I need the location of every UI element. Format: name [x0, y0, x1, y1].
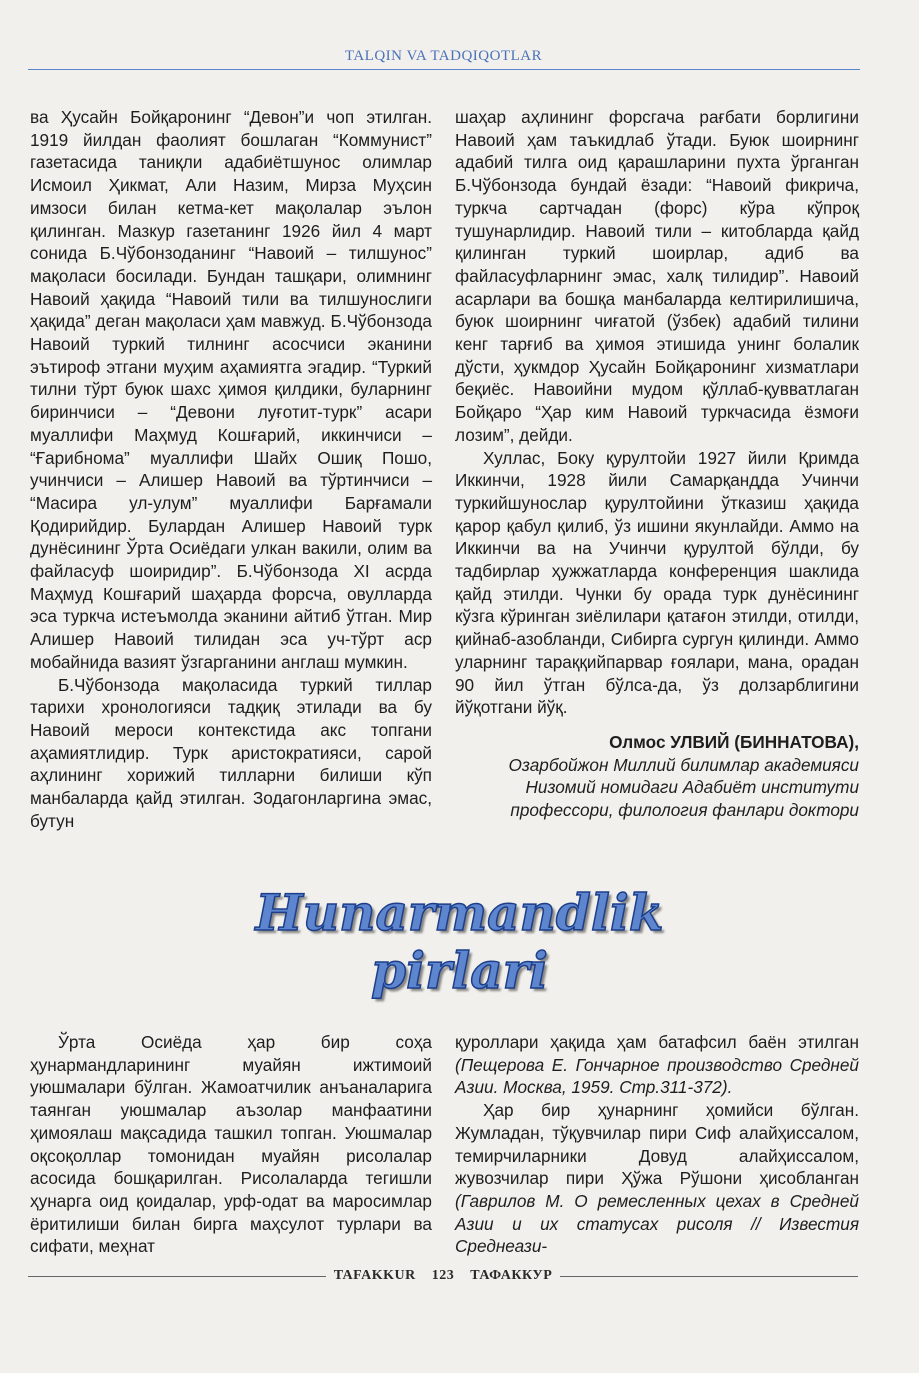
paragraph — [455, 1099, 859, 1258]
paragraph-text: Ҳар бир ҳунарнинг ҳомийси бўлган. Жумладан, тўқувчилар пири Сиф алайҳиссалом, темирчиларники Довуд алайҳиссалом, жувозчилар пири Ҳўжа Рўшони ҳисобланган — [455, 1100, 859, 1189]
paragraph: Хуллас, Боку қурултойи 1927 йили Қримда Иккинчи, 1928 йили Самарқандда Учинчи туркийшунослар қурултойини ўтказиш ҳақида қарор қабул қилиб, ўз ишини якунлайди. Аммо на Иккинчи ва на Учинчи қурултой бўлди, бу тадбирлар ҳужжатларда конференция шаклида қайд этилди. Чунки бу орада турк дунёсининг кўзга кўринган зиёлилари қатағон этилди, отилди, қийнаб-азобланди, Сибирга сургун қилинди. Аммо уларнинг тараққийпарвар ғоялари, мана, орадан 90 йил ўтган бўлса-да, ўз долзарблигини йўқотгани йўқ. — [455, 447, 859, 718]
citation: (Гаврилов М. О ремесленных цехах в Средней Азии и их статусах рисоля // Известия Среднеази- — [455, 1190, 859, 1257]
paragraph-text: қуроллари ҳақида ҳам батафсил баён этилган — [455, 1032, 859, 1052]
right-column-top — [455, 106, 859, 822]
citation: (Пещерова Е. Гончарное производство Средней Азии. Москва, 1959. Стр.311-372). — [455, 1054, 859, 1098]
paragraph: шаҳар аҳлининг форсгача рағбати борлигини Навоий ҳам таъкидлаб ўтади. Буюк шоирнинг адабий тилга оид қарашларини пухта ўрганган Б.Чўбонзода бундай ёзади: “Навоий фикрича, туркча сартчадан (форс) кўра кўпроқ тушунарлидир. Навоий тили – китобларда қайд қилинган туркий шоирлар, адиб ва файласуфларнинг эмас, халқ тилидир”. Навоий асарлари ва бошқа манбаларда келтирилишича, буюк шоирнинг чиғатой (ўзбек) адабий тилини кенг тарғиб ва ҳимоя этишида унинг болалик дўсти, ҳукмдор Ҳусайн Бойқаронинг хизматлари беқиёс. Навоийни мудом қўллаб-қувватлаган Бойқаро “Ҳар ким Навоий туркчасида ёзмоғи лозим”, дейди. — [455, 107, 859, 445]
footer-journal-latin: TAFAKKUR — [333, 1268, 416, 1283]
page-number: 123 — [431, 1268, 455, 1283]
running-header: TALQIN VA TADQIQOTLAR — [344, 48, 543, 64]
author-affiliation: профессори, филология фанлари доктори — [510, 800, 859, 821]
left-column-bottom — [30, 1031, 432, 1258]
article-title-line-2: pirlari — [370, 941, 549, 1000]
paragraph: Б.Чўбонзода мақоласида туркий тиллар тарихи хронологияси тадқиқ этилади ва бу Навоий мероси контекстида акс топгани аҳамиятлидир. Турк аристократияси, сарой аҳлининг хорижий тилларни билиши кўп манбаларда қайд этилган. Зодагонларгина эмас, бутун — [30, 674, 432, 831]
footer-rule — [28, 1276, 326, 1277]
footer-rule — [560, 1276, 858, 1277]
page-footer — [28, 1268, 858, 1284]
paragraph: ва Ҳусайн Бойқаронинг “Девон”и чоп этилган. 1919 йилдан фаолият бошлаган “Коммунист” газетасида таниқли адабиётшунос олимлар Исмоил Ҳикмат, Али Назим, Мирза Муҳсин имзоси билан кетма-кет мақолалар эълон қилинган. Мазкур газетанинг 1926 йил 4 март сонида Б.Чўбонзоданинг “Навоий – тилшунос” мақоласи босилади. Бундан ташқари, олимнинг Навоий ҳақида “Навоий тили ва тилшунослиги ҳақида” деган мақоласи ҳам мавжуд. Б.Чўбонзода Навоий туркий тилнинг асосчиси эканини эътироф этгани муҳим аҳамиятга эгадир. “Туркий тилни тўрт буюк шахс ҳимоя қилдики, буларнинг биринчиси – “Девони луғотит-турк” асари муаллифи Маҳмуд Кошғарий, иккинчиси – “Ғарибнома” муаллифи Шайх Ошиқ Пошо, учинчиси – Алишер Навоий ва тўртинчиси – “Масира ул-улум” муаллифи Барғамали Қодирийдир. Булардан Алишер Навоий турк дунёсининг Ўрта Осиёдаги улкан вакили, олим ва файласуф шоиридир”. Б.Чўбонзода XI асрда Маҳмуд Кошғарий шаҳарда форсча, овулларда эса туркча истеъмолда эканини айтиб ўтган. Мир Алишер Навоий тилидан эса уч-тўрт аср мобайнида вазият ўзгарганини англаш мумкин. — [30, 107, 432, 672]
author-signature — [455, 731, 859, 822]
left-column-top — [30, 106, 432, 833]
footer-journal-cyrillic: ТАФАККУР — [470, 1268, 553, 1283]
right-column-bottom — [455, 1031, 859, 1258]
author-name: Олмос УЛВИЙ (БИННАТОВА), — [609, 731, 859, 752]
header-rule — [28, 69, 860, 70]
paragraph — [455, 1031, 859, 1099]
article-title-line-1: Hunarmandlik — [255, 883, 664, 942]
author-affiliation: Озарбойжон Миллий билимлар академияси — [508, 754, 859, 775]
author-affiliation: Низомий номидаги Адабиёт институти — [525, 777, 859, 798]
paragraph: Ўрта Осиёда ҳар бир соҳа ҳунармандларининг муайян ижтимоий уюшмалари бўлган. Жамоатчилик анъаналарига таянган уюшмалар аъзолар манфаатини ҳимоялаш мақсадида ташкил топган. Уюшмалар оқсоқоллар томонидан муайян рисолалар асосида бошқарилган. Рисолаларда тегишли ҳунарга оид қоидалар, урф-одат ва маросимлар ёритилиши билан бирга маҳсулот турлари ва сифати, меҳнат — [30, 1032, 432, 1257]
